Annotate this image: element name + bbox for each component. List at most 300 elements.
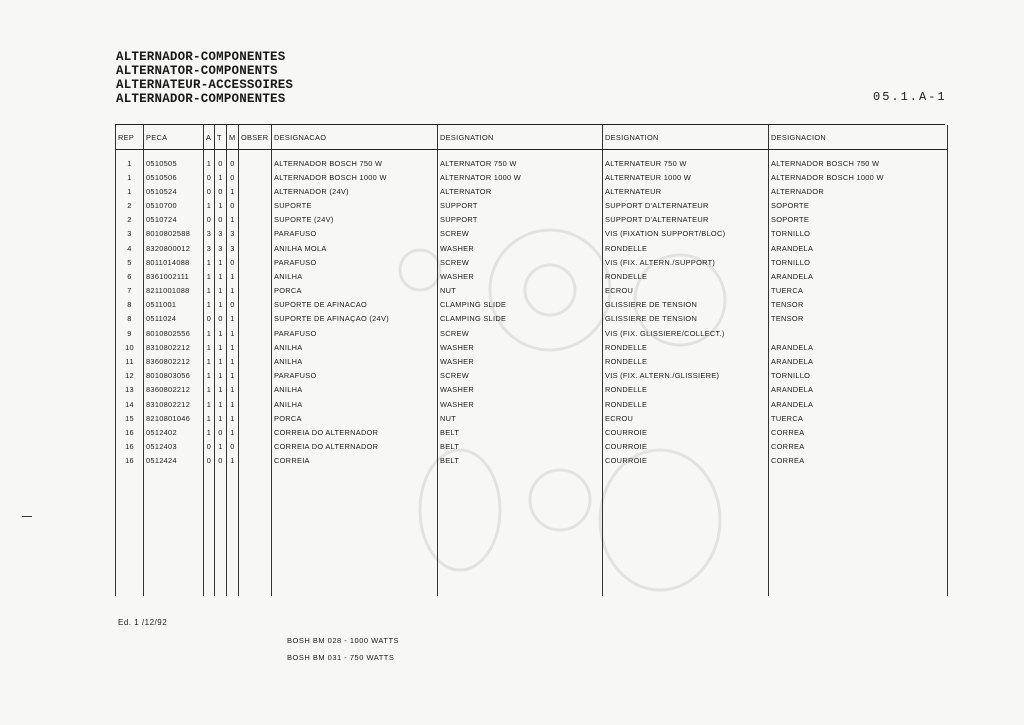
- cell-designation-en: WASHER: [438, 397, 603, 411]
- table-header-row: [116, 125, 948, 150]
- table-row-empty: [116, 496, 948, 510]
- cell-obser: [239, 170, 272, 184]
- cell-designacao: SUPORTE DE AFINAÇAO (24V): [272, 312, 438, 326]
- cell-rep: 15: [116, 411, 144, 425]
- cell-peca: 8010803056: [144, 369, 204, 383]
- cell-obser: [239, 369, 272, 383]
- cell-qty-m: 0: [227, 298, 239, 312]
- cell-designacao: ALTERNADOR (24V): [272, 184, 438, 198]
- cell-designacion: ARANDELA: [769, 269, 948, 283]
- cell-designacao: [272, 468, 438, 482]
- table-row: [116, 241, 948, 255]
- cell-designation-fr: GLISSIERE DE TENSION: [603, 312, 769, 326]
- cell-designacion: [769, 567, 948, 581]
- cell-qty-a: [204, 468, 215, 482]
- cell-peca: 0510524: [144, 184, 204, 198]
- cell-qty-t: 1: [215, 440, 227, 454]
- cell-designacion: ARANDELA: [769, 354, 948, 368]
- cell-designation-en: WASHER: [438, 354, 603, 368]
- cell-rep: 3: [116, 227, 144, 241]
- cell-designation-fr: ECROU: [603, 411, 769, 425]
- cell-peca: 8010802556: [144, 326, 204, 340]
- cell-qty-t: 0: [215, 213, 227, 227]
- cell-designacao: CORREIA DO ALTERNADOR: [272, 425, 438, 439]
- cell-qty-t: 1: [215, 369, 227, 383]
- cell-qty-t: 1: [215, 269, 227, 283]
- cell-designacion: CORREA: [769, 454, 948, 468]
- cell-rep: 9: [116, 326, 144, 340]
- table-row: [116, 269, 948, 283]
- cell-designacao: PORCA: [272, 411, 438, 425]
- cell-designacao: ANILHA: [272, 269, 438, 283]
- cell-qty-m: [227, 567, 239, 581]
- cell-designacion: [769, 553, 948, 567]
- cell-designacao: CORREIA DO ALTERNADOR: [272, 440, 438, 454]
- cell-qty-t: [215, 511, 227, 525]
- cell-designation-fr: [603, 567, 769, 581]
- cell-designation-en: [438, 525, 603, 539]
- cell-qty-t: 1: [215, 411, 227, 425]
- cell-designation-en: [438, 539, 603, 553]
- table-row: [116, 298, 948, 312]
- cell-qty-a: 0: [204, 213, 215, 227]
- cell-peca: [144, 539, 204, 553]
- cell-peca: 0512402: [144, 425, 204, 439]
- cell-qty-t: 1: [215, 326, 227, 340]
- cell-designation-en: BELT: [438, 440, 603, 454]
- cell-qty-m: [227, 539, 239, 553]
- table-row-empty: [116, 482, 948, 496]
- cell-designation-fr: [603, 581, 769, 595]
- cell-rep: 16: [116, 454, 144, 468]
- cell-designacion: ALTERNADOR BOSCH 750 W: [769, 150, 948, 171]
- cell-peca: 0510700: [144, 198, 204, 212]
- cell-designation-fr: ALTERNATEUR 750 W: [603, 150, 769, 171]
- cell-rep: 1: [116, 184, 144, 198]
- cell-obser: [239, 553, 272, 567]
- cell-designacao: PARAFUSO: [272, 255, 438, 269]
- cell-designacion: TORNILLO: [769, 227, 948, 241]
- cell-peca: 8011014088: [144, 255, 204, 269]
- cell-obser: [239, 454, 272, 468]
- cell-designacao: [272, 511, 438, 525]
- cell-designacion: [769, 511, 948, 525]
- table-row: [116, 411, 948, 425]
- cell-rep: 7: [116, 284, 144, 298]
- cell-designation-en: CLAMPING SLIDE: [438, 312, 603, 326]
- cell-designacion: SOPORTE: [769, 198, 948, 212]
- cell-peca: 0511001: [144, 298, 204, 312]
- cell-qty-t: [215, 581, 227, 595]
- cell-qty-m: 1: [227, 312, 239, 326]
- cell-designation-en: CLAMPING SLIDE: [438, 298, 603, 312]
- cell-rep: [116, 496, 144, 510]
- cell-designacao: [272, 496, 438, 510]
- table-row: [116, 454, 948, 468]
- cell-obser: [239, 440, 272, 454]
- cell-designacao: PARAFUSO: [272, 369, 438, 383]
- cell-qty-m: 1: [227, 397, 239, 411]
- cell-qty-a: 1: [204, 198, 215, 212]
- cell-peca: [144, 511, 204, 525]
- cell-designation-fr: ECROU: [603, 284, 769, 298]
- cell-qty-m: 1: [227, 354, 239, 368]
- table-row-empty: [116, 511, 948, 525]
- header-designation-fr: DESIGNATION: [603, 125, 769, 150]
- cell-qty-m: [227, 482, 239, 496]
- cell-rep: 4: [116, 241, 144, 255]
- cell-designacao: SUPORTE: [272, 198, 438, 212]
- model-notes: [287, 632, 399, 666]
- cell-designacao: ANILHA: [272, 397, 438, 411]
- cell-qty-a: 0: [204, 184, 215, 198]
- cell-obser: [239, 581, 272, 595]
- cell-designation-fr: [603, 496, 769, 510]
- cell-designacao: [272, 567, 438, 581]
- cell-qty-a: 1: [204, 397, 215, 411]
- table-row: [116, 369, 948, 383]
- cell-designation-en: SCREW: [438, 369, 603, 383]
- cell-rep: 12: [116, 369, 144, 383]
- cell-qty-a: [204, 525, 215, 539]
- cell-qty-a: 1: [204, 411, 215, 425]
- header-peca: PECA: [144, 125, 204, 150]
- cell-designacao: ANILHA MOLA: [272, 241, 438, 255]
- cell-rep: 16: [116, 440, 144, 454]
- cell-obser: [239, 198, 272, 212]
- cell-qty-a: 1: [204, 326, 215, 340]
- edition-date: Ed. 1 /12/92: [118, 618, 168, 627]
- cell-designation-fr: RONDELLE: [603, 354, 769, 368]
- model-note: BOSH BM 031 - 750 WATTS: [287, 653, 395, 662]
- cell-qty-m: 1: [227, 269, 239, 283]
- cell-qty-m: 0: [227, 255, 239, 269]
- cell-peca: 0510505: [144, 150, 204, 171]
- cell-designacion: TENSOR: [769, 312, 948, 326]
- cell-designation-fr: [603, 468, 769, 482]
- cell-obser: [239, 298, 272, 312]
- cell-designation-en: WASHER: [438, 383, 603, 397]
- cell-obser: [239, 468, 272, 482]
- cell-peca: 0512424: [144, 454, 204, 468]
- cell-qty-a: 1: [204, 369, 215, 383]
- header-designacao: DESIGNACAO: [272, 125, 438, 150]
- cell-qty-a: 1: [204, 255, 215, 269]
- cell-qty-m: 1: [227, 383, 239, 397]
- parts-table: [115, 125, 948, 596]
- cell-peca: 8320800012: [144, 241, 204, 255]
- cell-qty-t: 0: [215, 184, 227, 198]
- title-es: ALTERNADOR-COMPONENTES: [116, 92, 286, 106]
- cell-designation-en: SCREW: [438, 255, 603, 269]
- cell-qty-t: 1: [215, 340, 227, 354]
- cell-rep: 13: [116, 383, 144, 397]
- cell-designation-en: BELT: [438, 454, 603, 468]
- header-rep: REP: [116, 125, 144, 150]
- cell-designacao: [272, 581, 438, 595]
- table-row: [116, 150, 948, 171]
- cell-obser: [239, 340, 272, 354]
- cell-qty-m: 1: [227, 326, 239, 340]
- table-row-empty: [116, 539, 948, 553]
- document-titles: [116, 50, 293, 106]
- cell-designacion: [769, 496, 948, 510]
- cell-qty-a: 1: [204, 425, 215, 439]
- cell-qty-t: 1: [215, 255, 227, 269]
- cell-obser: [239, 184, 272, 198]
- cell-designation-en: ALTERNATOR 1000 W: [438, 170, 603, 184]
- cell-qty-m: 1: [227, 369, 239, 383]
- cell-designation-en: ALTERNATOR 750 W: [438, 150, 603, 171]
- cell-qty-t: 0: [215, 454, 227, 468]
- cell-qty-m: 1: [227, 411, 239, 425]
- title-fr: ALTERNATEUR-ACCESSOIRES: [116, 78, 294, 92]
- cell-obser: [239, 511, 272, 525]
- title-en: ALTERNATOR-COMPONENTS: [116, 64, 278, 78]
- table-row-empty: [116, 553, 948, 567]
- cell-designation-fr: VIS (FIX. GLISSIERE/COLLECT.): [603, 326, 769, 340]
- cell-rep: 2: [116, 198, 144, 212]
- cell-designation-en: [438, 581, 603, 595]
- cell-designacao: ALTERNADOR BOSCH 750 W: [272, 150, 438, 171]
- cell-qty-a: 1: [204, 150, 215, 171]
- cell-peca: 8210801046: [144, 411, 204, 425]
- cell-qty-t: 0: [215, 150, 227, 171]
- table-row: [116, 440, 948, 454]
- cell-designacion: [769, 525, 948, 539]
- table-row-empty: [116, 468, 948, 482]
- cell-obser: [239, 326, 272, 340]
- cell-rep: [116, 482, 144, 496]
- cell-peca: 8310802212: [144, 340, 204, 354]
- cell-qty-a: 3: [204, 241, 215, 255]
- cell-designation-fr: [603, 511, 769, 525]
- cell-qty-a: 0: [204, 170, 215, 184]
- cell-qty-a: [204, 482, 215, 496]
- cell-peca: 0512403: [144, 440, 204, 454]
- cell-qty-a: [204, 567, 215, 581]
- cell-designacion: SOPORTE: [769, 213, 948, 227]
- header-designacion: DESIGNACION: [769, 125, 948, 150]
- cell-peca: 0510724: [144, 213, 204, 227]
- cell-qty-m: [227, 496, 239, 510]
- cell-designacao: [272, 525, 438, 539]
- cell-obser: [239, 539, 272, 553]
- cell-qty-t: 3: [215, 227, 227, 241]
- cell-designacion: ARANDELA: [769, 397, 948, 411]
- cell-qty-a: [204, 581, 215, 595]
- cell-designation-en: [438, 468, 603, 482]
- table-row: [116, 354, 948, 368]
- cell-obser: [239, 213, 272, 227]
- cell-designation-fr: [603, 553, 769, 567]
- cell-qty-a: [204, 496, 215, 510]
- parts-list-sheet: [115, 124, 945, 608]
- margin-mark: [22, 516, 32, 517]
- cell-obser: [239, 255, 272, 269]
- header-m: M: [227, 125, 239, 150]
- cell-obser: [239, 411, 272, 425]
- cell-designation-fr: ALTERNATEUR: [603, 184, 769, 198]
- cell-qty-m: 0: [227, 440, 239, 454]
- cell-qty-t: [215, 482, 227, 496]
- table-row: [116, 227, 948, 241]
- cell-designacao: ANILHA: [272, 354, 438, 368]
- table-row: [116, 198, 948, 212]
- cell-designacion: [769, 581, 948, 595]
- cell-designacao: CORREIA: [272, 454, 438, 468]
- cell-designacion: ARANDELA: [769, 383, 948, 397]
- table-row-empty: [116, 525, 948, 539]
- cell-qty-m: 0: [227, 198, 239, 212]
- cell-designacion: CORREA: [769, 425, 948, 439]
- cell-designation-en: [438, 553, 603, 567]
- cell-qty-t: [215, 553, 227, 567]
- cell-qty-m: 1: [227, 184, 239, 198]
- cell-designation-en: NUT: [438, 284, 603, 298]
- cell-qty-m: 1: [227, 284, 239, 298]
- title-pt: ALTERNADOR-COMPONENTES: [116, 50, 286, 64]
- cell-obser: [239, 150, 272, 171]
- cell-designation-fr: ALTERNATEUR 1000 W: [603, 170, 769, 184]
- cell-qty-m: 3: [227, 227, 239, 241]
- cell-qty-t: 1: [215, 284, 227, 298]
- cell-designation-en: WASHER: [438, 269, 603, 283]
- cell-obser: [239, 227, 272, 241]
- cell-designation-en: ALTERNATOR: [438, 184, 603, 198]
- cell-qty-a: 1: [204, 284, 215, 298]
- cell-designacion: ALTERNADOR BOSCH 1000 W: [769, 170, 948, 184]
- cell-qty-a: 3: [204, 227, 215, 241]
- cell-qty-a: 1: [204, 269, 215, 283]
- table-row: [116, 312, 948, 326]
- cell-qty-a: 0: [204, 312, 215, 326]
- cell-designation-en: SCREW: [438, 227, 603, 241]
- cell-designacion: [769, 539, 948, 553]
- cell-designation-fr: SUPPORT D'ALTERNATEUR: [603, 198, 769, 212]
- model-note: BOSH BM 028 - 1000 WATTS: [287, 636, 400, 645]
- header-t: T: [215, 125, 227, 150]
- cell-rep: 14: [116, 397, 144, 411]
- cell-rep: 10: [116, 340, 144, 354]
- cell-designation-fr: GLISSIERE DE TENSION: [603, 298, 769, 312]
- cell-rep: 11: [116, 354, 144, 368]
- cell-designacion: TUERCA: [769, 284, 948, 298]
- cell-peca: 8360802212: [144, 354, 204, 368]
- table-row: [116, 340, 948, 354]
- cell-designation-en: WASHER: [438, 340, 603, 354]
- cell-designation-en: [438, 496, 603, 510]
- page-reference: 05.1.A-1: [873, 90, 947, 104]
- cell-obser: [239, 397, 272, 411]
- table-row: [116, 425, 948, 439]
- cell-qty-m: [227, 581, 239, 595]
- cell-qty-t: 0: [215, 425, 227, 439]
- cell-rep: [116, 553, 144, 567]
- cell-peca: 8310802212: [144, 397, 204, 411]
- cell-peca: 8360802212: [144, 383, 204, 397]
- cell-qty-a: [204, 553, 215, 567]
- cell-designacion: ARANDELA: [769, 340, 948, 354]
- cell-rep: [116, 511, 144, 525]
- cell-rep: 2: [116, 213, 144, 227]
- cell-qty-t: 1: [215, 298, 227, 312]
- cell-designacao: PARAFUSO: [272, 227, 438, 241]
- cell-obser: [239, 525, 272, 539]
- table-row: [116, 170, 948, 184]
- cell-designacion: ARANDELA: [769, 241, 948, 255]
- cell-designacao: PARAFUSO: [272, 326, 438, 340]
- table-row: [116, 326, 948, 340]
- cell-designation-fr: RONDELLE: [603, 340, 769, 354]
- cell-obser: [239, 284, 272, 298]
- cell-designation-en: [438, 482, 603, 496]
- cell-designacion: [769, 468, 948, 482]
- cell-designation-fr: VIS (FIX. ALTERN./GLISSIERE): [603, 369, 769, 383]
- cell-rep: [116, 525, 144, 539]
- cell-peca: 0511024: [144, 312, 204, 326]
- cell-designation-fr: [603, 525, 769, 539]
- cell-designation-en: [438, 511, 603, 525]
- cell-qty-t: [215, 468, 227, 482]
- cell-rep: 5: [116, 255, 144, 269]
- table-row-empty: [116, 581, 948, 595]
- cell-designation-fr: SUPPORT D'ALTERNATEUR: [603, 213, 769, 227]
- cell-peca: [144, 525, 204, 539]
- cell-designation-en: SUPPORT: [438, 213, 603, 227]
- cell-obser: [239, 567, 272, 581]
- cell-designation-en: SCREW: [438, 326, 603, 340]
- cell-designacion: TENSOR: [769, 298, 948, 312]
- cell-qty-m: 0: [227, 170, 239, 184]
- cell-designation-en: [438, 567, 603, 581]
- table-row: [116, 397, 948, 411]
- cell-rep: [116, 581, 144, 595]
- cell-designacao: ANILHA: [272, 383, 438, 397]
- cell-designation-en: SUPPORT: [438, 198, 603, 212]
- cell-designacao: [272, 482, 438, 496]
- cell-designation-en: BELT: [438, 425, 603, 439]
- cell-peca: [144, 581, 204, 595]
- cell-obser: [239, 241, 272, 255]
- cell-obser: [239, 383, 272, 397]
- cell-qty-a: 1: [204, 383, 215, 397]
- cell-designation-fr: COURROIE: [603, 454, 769, 468]
- cell-peca: 0510506: [144, 170, 204, 184]
- cell-designation-fr: [603, 539, 769, 553]
- cell-rep: [116, 539, 144, 553]
- cell-qty-m: [227, 468, 239, 482]
- cell-qty-m: 0: [227, 150, 239, 171]
- cell-qty-t: 1: [215, 354, 227, 368]
- header-designation-en: DESIGNATION: [438, 125, 603, 150]
- table-row: [116, 383, 948, 397]
- cell-designation-fr: [603, 482, 769, 496]
- cell-designation-fr: RONDELLE: [603, 383, 769, 397]
- cell-qty-a: [204, 511, 215, 525]
- table-row: [116, 184, 948, 198]
- cell-designation-fr: RONDELLE: [603, 397, 769, 411]
- cell-designation-fr: RONDELLE: [603, 241, 769, 255]
- cell-qty-a: [204, 539, 215, 553]
- cell-obser: [239, 269, 272, 283]
- cell-qty-t: [215, 567, 227, 581]
- cell-rep: 1: [116, 150, 144, 171]
- cell-designation-fr: VIS (FIX. ALTERN./SUPPORT): [603, 255, 769, 269]
- cell-designation-fr: RONDELLE: [603, 269, 769, 283]
- header-a: A: [204, 125, 215, 150]
- cell-designation-fr: COURROIE: [603, 440, 769, 454]
